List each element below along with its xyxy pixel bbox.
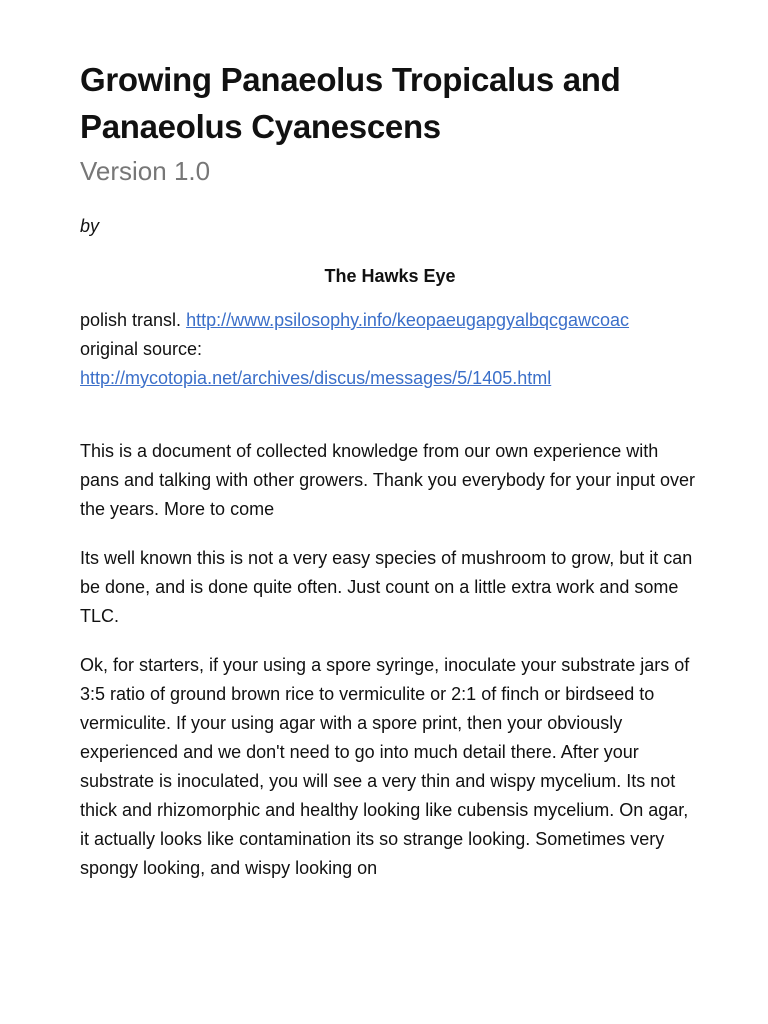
paragraph-inoculation: Ok, for starters, if your using a spore syringe, inoculate your substrate jars of 3:5 ratio of ground brown rice to vermiculite or 2:1 of finch or birdseed to vermiculite. If your using agar with a spore print, then your obviously experienced and we don't need to go into much detail there. After your substrate is inoculated, you will see a very thin and wispy mycelium. Its not thick and rhizomorphic and healthy looking like cubensis mycelium. On agar, it actually looks like contamination its so strange looking. Sometimes very spongy looking, and wispy looking on [80, 655, 690, 878]
paragraph-intro: This is a document of collected knowledge from our own experience with pans and talking with other growers. Thank you everybody for your input over the years. More to come [80, 441, 696, 519]
source-links [80, 306, 700, 393]
original-source-link[interactable]: http://mycotopia.net/archives/discus/messages/5/1405.html [80, 368, 552, 388]
polish-translation-label: polish transl. [80, 310, 182, 330]
document-title: Growing Panaeolus Tropicalus and Panaeolus Cyanescens [80, 61, 621, 145]
document-page [80, 56, 700, 883]
document-version: Version 1.0 [80, 156, 211, 186]
author-name: The Hawks Eye [324, 266, 456, 286]
polish-translation-link[interactable]: http://www.psilosophy.info/keopaeugapgyalbqcgawcoac [186, 310, 630, 330]
paragraph-difficulty: Its well known this is not a very easy species of mushroom to grow, but it can be done, and is done quite often. Just count on a little extra work and some TLC. [80, 548, 693, 626]
original-source-label: original source: [80, 339, 203, 359]
byline-label: by [80, 216, 100, 236]
